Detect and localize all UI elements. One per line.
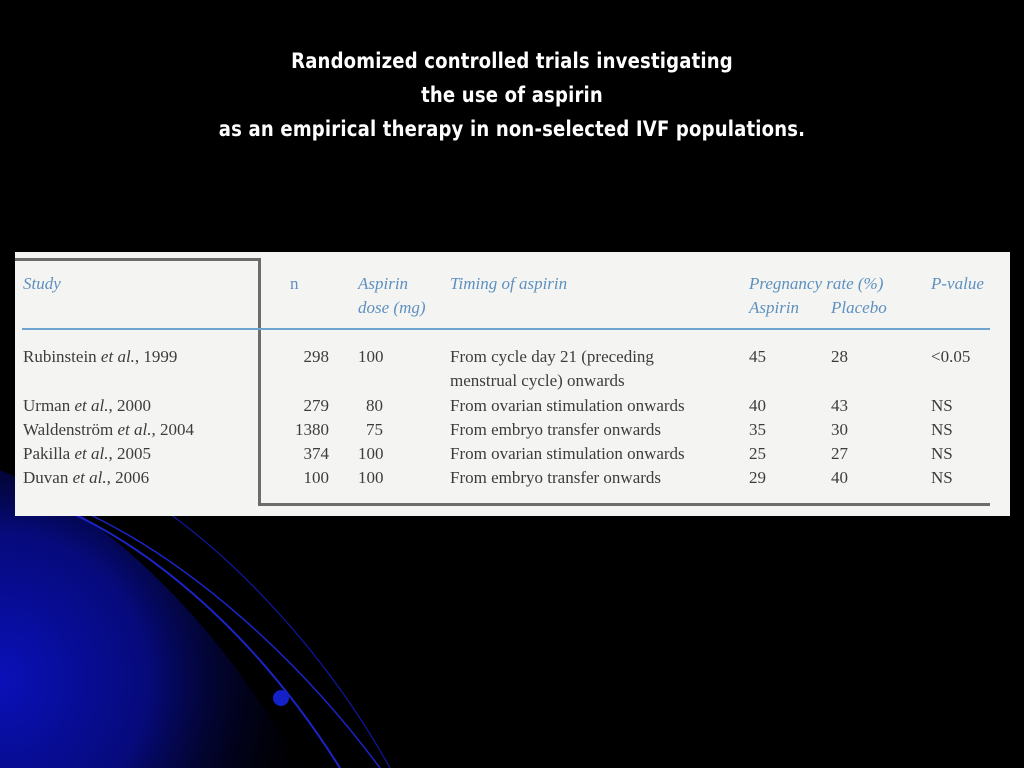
table-row-study [23, 396, 151, 416]
study-author: Rubinstein [23, 347, 97, 366]
study-year: , 2005 [108, 444, 151, 463]
cell-timing: From embryo transfer onwards [450, 468, 662, 487]
table-row-study [23, 444, 151, 464]
bullet-dot-decoration [273, 690, 289, 706]
cell-n: 279 [303, 396, 329, 415]
cell-p-value: <0.05 [931, 347, 971, 366]
table-frame-top-rule [15, 258, 260, 261]
study-author: Waldenström [23, 420, 114, 439]
cell-aspirin-rate: 29 [749, 468, 766, 487]
header-dose-line2: dose (mg) [358, 298, 426, 317]
study-etal: et al. [72, 468, 107, 487]
cell-dose: 100 [358, 444, 384, 463]
cell-placebo-rate: 28 [831, 347, 848, 366]
header-dose-line1: Aspirin [358, 274, 409, 293]
cell-timing: From embryo transfer onwards [450, 420, 662, 439]
study-etal: et al. [74, 444, 109, 463]
header-rate-placebo: Placebo [831, 298, 887, 317]
study-author: Urman [23, 396, 71, 415]
header-study: Study [23, 274, 61, 293]
cell-n: 298 [303, 347, 329, 366]
study-year: , 2006 [106, 468, 150, 487]
cell-p-value: NS [931, 468, 953, 487]
cell-n: 374 [303, 444, 329, 463]
header-timing: Timing of aspirin [450, 274, 568, 293]
cell-placebo-rate: 27 [831, 444, 848, 463]
cell-timing-cont: menstrual cycle) onwards [450, 371, 625, 390]
cell-p-value: NS [931, 420, 953, 439]
cell-aspirin-rate: 45 [749, 347, 766, 366]
cell-dose: 80 [366, 396, 383, 415]
cell-aspirin-rate: 35 [749, 420, 766, 439]
header-n: n [290, 274, 299, 293]
title-line-3: as an empirical therapy in non-selected IVF populations. [218, 117, 806, 141]
title-line-1: Randomized controlled trials investigating [291, 49, 733, 73]
table-row-study [23, 420, 194, 440]
cell-aspirin-rate: 40 [749, 396, 766, 415]
cell-timing: From ovarian stimulation onwards [450, 444, 685, 463]
study-author: Duvan [23, 468, 69, 487]
cell-dose: 100 [358, 347, 384, 366]
study-etal: et al. [117, 420, 152, 439]
study-author: Pakilla [23, 444, 71, 463]
study-year: , 2004 [151, 420, 194, 439]
cell-p-value: NS [931, 396, 953, 415]
table-row-study [23, 468, 149, 488]
cell-placebo-rate: 43 [831, 396, 848, 415]
slide-title [72, 44, 953, 146]
cell-timing: From cycle day 21 (preceding [450, 347, 654, 366]
header-divider [22, 328, 990, 330]
study-year: , 1999 [134, 347, 178, 366]
cell-placebo-rate: 40 [831, 468, 848, 487]
table-frame-vertical-rule [258, 258, 261, 506]
cell-timing: From ovarian stimulation onwards [450, 396, 685, 415]
study-etal: et al. [100, 347, 135, 366]
cell-n: 100 [303, 468, 329, 487]
trials-table [15, 252, 1010, 516]
cell-n: 1380 [295, 420, 329, 439]
header-pregnancy-rate: Pregnancy rate (%) [749, 274, 884, 293]
cell-p-value: NS [931, 444, 953, 463]
cell-dose: 75 [366, 420, 383, 439]
table-frame-bottom-rule [258, 503, 990, 506]
header-rate-aspirin: Aspirin [749, 298, 800, 317]
study-year: , 2000 [108, 396, 151, 415]
study-etal: et al. [74, 396, 109, 415]
cell-aspirin-rate: 25 [749, 444, 766, 463]
header-p-value: P-value [931, 274, 984, 293]
cell-placebo-rate: 30 [831, 420, 848, 439]
table-row-study [23, 347, 177, 367]
title-line-2: the use of aspirin [421, 83, 603, 107]
cell-dose: 100 [358, 468, 384, 487]
